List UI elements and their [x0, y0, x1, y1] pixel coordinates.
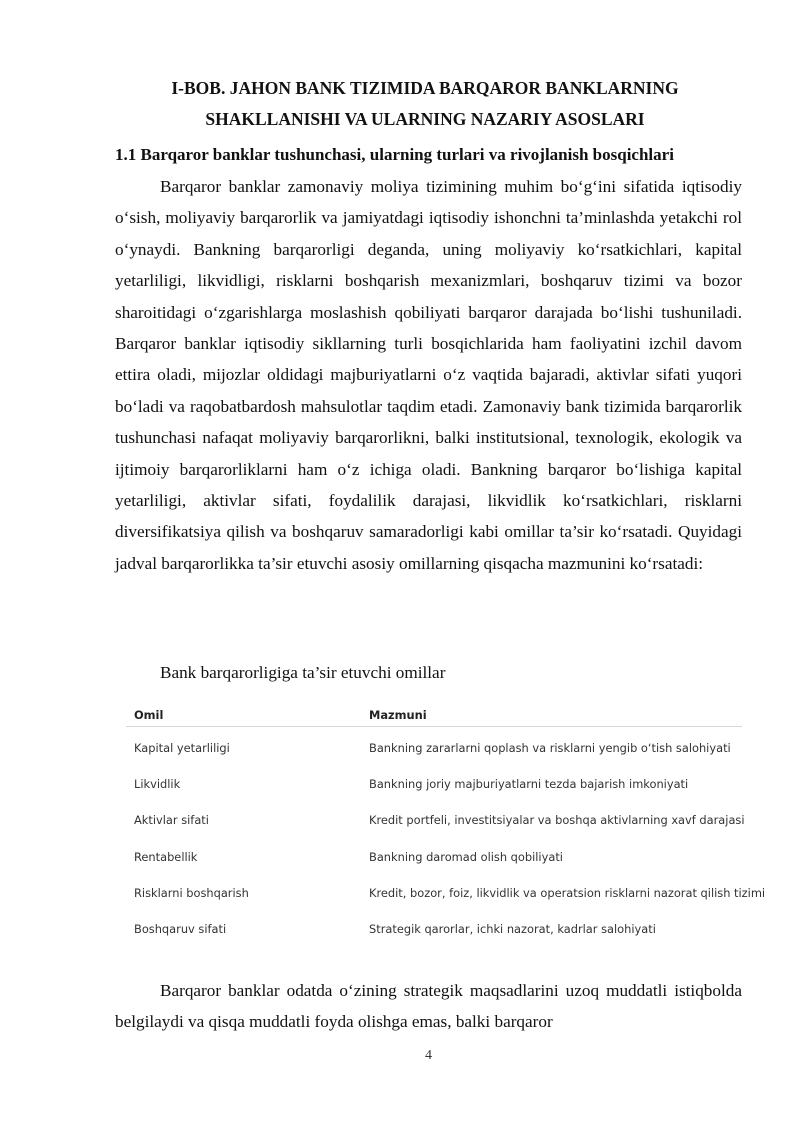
table-row: [126, 908, 742, 944]
paragraph-1: Barqaror banklar zamonaviy moliya tizimining muhim bo‘g‘ini sifatida iqtisodiy o‘sish, moliyaviy barqarorlik va jamiyatdagi iqtisodiy ishonchni ta’minlashda yetakchi rol o‘ynaydi. Bankning barqarorligi deganda, uning moliyaviy ko‘rsatkichlari, kapital yetarliligi, likvidligi, risklarni boshqarish mexanizmlari, boshqaruv tizimi va bozor sharoitidagi o‘zgarishlarga moslashish qobiliyati barqaror darajada bo‘lishi tushuniladi. Barqaror banklar iqtisodiy sikllarning turli bosqichlarida ham faoliyatini izchil davom ettira oladi, mijozlar oldidagi majburiyatlarni o‘z vaqtida bajaradi, aktivlar sifati yuqori bo‘ladi va raqobatbardosh mahsulotlar taqdim etadi. Zamonaviy bank tizimida barqarorlik tushunchasi nafaqat moliyaviy barqarorlikni, balki institutsional, texnologik, ekologik va ijtimoiy barqarorliklarni ham o‘z ichiga oladi. Bankning barqaror bo‘lishiga kapital yetarliligi, aktivlar sifati, foydalilik darajasi, likvidlik ko‘rsatkichlari, risklarni diversifikatsiya qilish va boshqaruv samaradorligi kabi omillar ta’sir ko‘rsatadi. Quyidagi jadval barqarorlikka ta’sir etuvchi asosiy omillarning qisqacha mazmunini ko‘rsatadi:: [115, 177, 742, 573]
table-row: [126, 763, 742, 799]
chapter-title-line-1: I-BOB. JAHON BANK TIZIMIDA BARQAROR BANKLARNING: [171, 78, 679, 98]
table-cell-description: Bankning joriy majburiyatlarni tezda bajarish imkoniyati: [369, 777, 689, 792]
table-caption: Bank barqarorligiga ta’sir etuvchi omillar: [160, 663, 446, 682]
table-cell-factor: Likvidlik: [134, 777, 181, 792]
table-cell-factor: Rentabellik: [134, 849, 198, 864]
page-number: 4: [425, 1048, 432, 1063]
chapter-title-line-2: SHAKLLANISHI VA ULARNING NAZARIY ASOSLARI: [205, 109, 645, 129]
table-cell-factor: Kapital yetarliligi: [134, 741, 230, 755]
table-header-row: [126, 700, 742, 727]
table-row: [126, 727, 742, 763]
table-cell-description: Bankning daromad olish qobiliyati: [369, 849, 563, 864]
table-cell-description: Strategik qarorlar, ichki nazorat, kadrlar salohiyati: [369, 921, 656, 936]
paragraph-2: Barqaror banklar odatda o‘zining strategik maqsadlarini uzoq muddatli istiqbolda belgilaydi va qisqa muddatli foyda olishga emas, balki barqaror: [115, 981, 742, 1032]
factors-table: [126, 700, 766, 944]
table-cell-factor: Risklarni boshqarish: [134, 885, 249, 900]
table-header-omil: Omil: [134, 708, 164, 722]
section-title: 1.1 Barqaror banklar tushunchasi, ularning turlari va rivojlanish bosqichlari: [115, 145, 674, 164]
table-header-mazmuni: Mazmuni: [369, 708, 427, 722]
table-row: [126, 836, 742, 872]
table-cell-factor: Aktivlar sifati: [134, 813, 209, 828]
table-cell-description: Kredit portfeli, investitsiyalar va boshqa aktivlarning xavf darajasi: [369, 813, 745, 828]
table-row: [126, 799, 745, 835]
table-cell-description: Kredit, bozor, foiz, likvidlik va operatsion risklarni nazorat qilish tizimi: [369, 885, 766, 900]
table-row: [126, 872, 766, 908]
table-cell-description: Bankning zararlarni qoplash va risklarni yengib o‘tish salohiyati: [369, 741, 731, 755]
table-cell-factor: Boshqaruv sifati: [134, 921, 227, 936]
